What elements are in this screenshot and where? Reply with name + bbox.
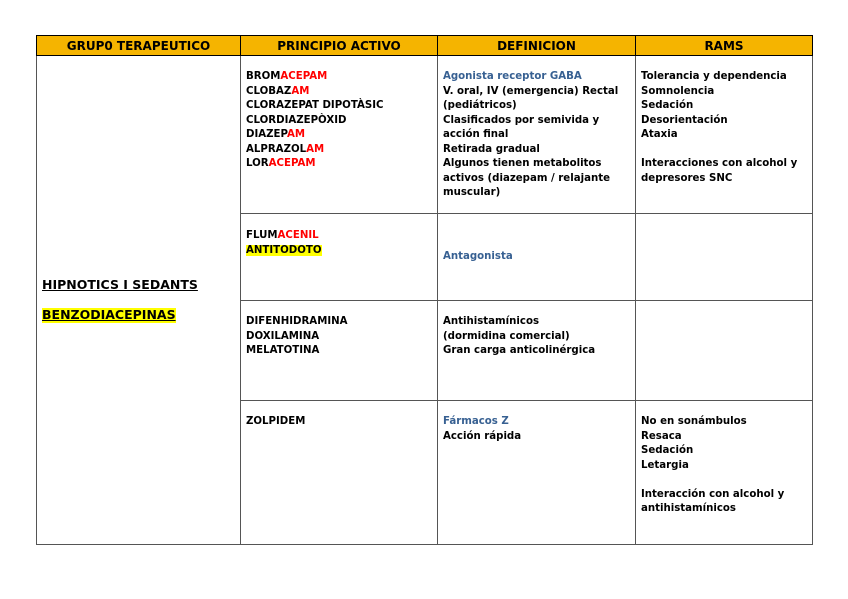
pharmacology-table	[36, 35, 813, 545]
group-subtitle: BENZODIACEPINAS	[42, 307, 176, 322]
drugs-cell	[241, 56, 438, 214]
drug-name: DIAZEPAM	[246, 129, 306, 140]
definition-title: Antagonista	[443, 250, 513, 262]
definition-cell	[438, 301, 636, 401]
ram-item: Desorientación	[641, 114, 728, 126]
definition-line: Antihistamínicos	[443, 316, 540, 327]
drug-name: CLORDIAZEPÒXID	[246, 114, 347, 126]
header-grupo: GRUP0 TERAPEUTICO	[37, 36, 241, 56]
definition-title: Agonista receptor GABA	[443, 71, 582, 82]
rams-cell	[636, 56, 813, 214]
ram-item: Tolerancia y dependencia	[641, 71, 787, 82]
rams-cell	[636, 214, 813, 301]
antidote-label: ANTITODOTO	[246, 244, 322, 256]
definition-cell	[438, 401, 636, 545]
spacer	[641, 143, 808, 158]
drug-name: LORACEPAM	[246, 158, 316, 169]
drug-name: DOXILAMINA	[246, 330, 320, 342]
drugs-cell	[241, 214, 438, 301]
rams-cell	[636, 401, 813, 545]
drug-name: FLUMACENIL	[246, 230, 319, 241]
group-cell	[37, 56, 241, 545]
definition-line: Clasificados por semivida y acción final	[443, 114, 600, 140]
definition-line: (dormidina comercial)	[443, 330, 570, 342]
drugs-cell	[241, 301, 438, 401]
definition-line: V. oral, IV (emergencia) Rectal (pediátricos)	[443, 85, 619, 111]
header-row	[37, 36, 813, 56]
table-row	[37, 56, 813, 214]
ram-item: Somnolencia	[641, 85, 715, 97]
ram-item: No en sonámbulos	[641, 416, 747, 427]
spacer	[641, 473, 808, 488]
definition-line: Gran carga anticolinérgica	[443, 345, 596, 356]
definition-line: Algunos tienen metabolitos activos (diazepam / relajante muscular)	[443, 158, 610, 198]
drug-name: BROMACEPAM	[246, 71, 328, 82]
drug-name: CLOBAZAM	[246, 85, 310, 97]
header-principio: PRINCIPIO ACTIVO	[241, 36, 438, 56]
definition-cell	[438, 56, 636, 214]
rams-cell	[636, 301, 813, 401]
ram-item: Resaca	[641, 430, 682, 442]
drug-name: ALPRAZOLAM	[246, 143, 325, 155]
drug-name: MELATOTINA	[246, 345, 320, 356]
definition-cell	[438, 214, 636, 301]
drug-name: CLORAZEPAT DIPOTÀSIC	[246, 100, 384, 111]
ram-item: Sedación	[641, 100, 694, 111]
drugs-cell	[241, 401, 438, 545]
ram-item: Sedación	[641, 445, 694, 456]
definition-title: Fármacos Z	[443, 416, 509, 427]
definition-line: Retirada gradual	[443, 143, 540, 155]
drug-name: ZOLPIDEM	[246, 416, 306, 427]
ram-item: Interacciones con alcohol y depresores SNC	[641, 158, 798, 184]
definition-line: Acción rápida	[443, 430, 522, 442]
ram-item: Letargia	[641, 459, 689, 471]
group-title: HIPNOTICS I SEDANTS	[42, 276, 198, 292]
ram-item: Ataxia	[641, 129, 678, 140]
drug-name: DIFENHIDRAMINA	[246, 316, 348, 327]
ram-item: Interacción con alcohol y antihistamínicos	[641, 488, 785, 514]
header-definicion: DEFINICION	[438, 36, 636, 56]
header-rams: RAMS	[636, 36, 813, 56]
